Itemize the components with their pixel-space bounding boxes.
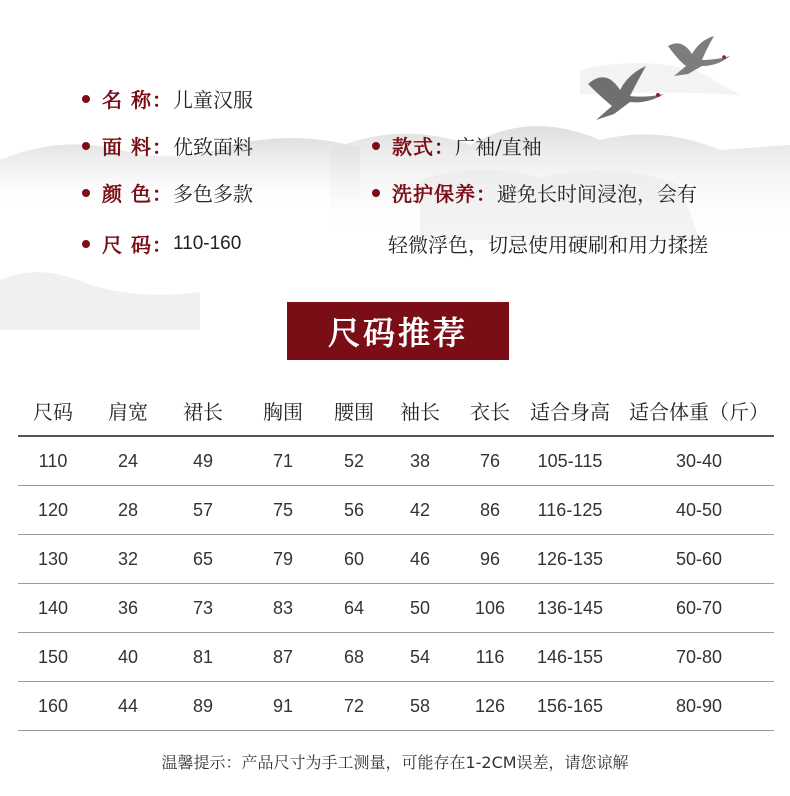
bullet-icon [372,189,380,197]
table-cell: 156-165 [536,695,604,716]
table-cell: 87 [272,646,294,667]
info-size [82,229,241,258]
footer-note: 温馨提示：产品尺寸为手工测量，可能存在1-2CM误差，请您谅解 [161,753,629,772]
table-cell: 49 [192,450,214,471]
info-value: 110-160 [172,232,242,254]
crane-icon [586,64,666,122]
table-header [18,385,774,437]
header-cell: 肩宽 [108,399,148,424]
table-cell: 120 [37,499,69,520]
info-care [372,178,697,207]
info-name [82,84,253,113]
table-cell: 64 [343,597,365,618]
size-recommend-banner: 尺码推荐 [287,302,509,360]
info-label: 颜 色： [102,182,173,206]
info-value: 儿童汉服 [172,88,253,112]
table-cell: 73 [192,597,214,618]
table-cell: 56 [343,499,365,520]
info-value: 避免长时间浸泡，会有 [497,182,697,206]
header-cell: 适合体重（斤） [629,399,769,424]
bullet-icon [82,95,90,103]
info-value: 多色多款 [172,182,253,206]
table-cell: 24 [117,450,139,471]
table-cell: 110 [38,450,68,471]
table-cell: 140 [37,597,69,618]
info-color [82,178,253,207]
table-cell: 58 [409,695,431,716]
table-cell: 60 [343,548,365,569]
table-cell: 96 [479,548,501,569]
header-cell: 衣长 [470,399,510,424]
table-cell: 91 [272,695,294,716]
header-cell: 尺码 [33,399,73,424]
table-cell: 72 [343,695,365,716]
table-cell: 60-70 [675,597,723,618]
info-fabric [82,131,253,160]
care-continuation: 轻微浮色，切忌使用硬刷和用力揉搓 [388,233,708,257]
table-cell: 71 [272,450,294,471]
table-cell: 40 [117,646,139,667]
table-body [18,437,774,731]
table-cell: 50-60 [675,548,723,569]
info-value: 优致面料 [172,135,253,159]
info-style [372,131,542,160]
info-label: 款式： [392,135,455,159]
table-row [18,584,774,633]
table-row [18,633,774,682]
table-cell: 126 [474,695,506,716]
table-cell: 42 [409,499,431,520]
table-cell: 80-90 [675,695,723,716]
size-table [18,385,774,731]
table-cell: 136-145 [536,597,604,618]
table-cell: 30-40 [675,450,723,471]
table-cell: 86 [479,499,501,520]
header-cell: 胸围 [263,399,303,424]
info-label: 面 料： [102,135,173,159]
bullet-icon [372,142,380,150]
info-label: 名 称： [102,88,173,112]
table-row [18,486,774,535]
table-cell: 105-115 [537,450,603,471]
header-cell: 适合身高 [530,399,610,424]
table-cell: 126-135 [536,548,604,569]
table-cell: 75 [272,499,294,520]
table-cell: 116 [475,646,505,667]
table-cell: 44 [117,695,139,716]
table-cell: 116-125 [537,499,603,520]
table-row [18,682,774,731]
table-cell: 28 [117,499,139,520]
table-cell: 106 [474,597,506,618]
table-cell: 81 [192,646,214,667]
table-cell: 57 [192,499,214,520]
table-cell: 68 [343,646,365,667]
table-cell: 79 [272,548,294,569]
bullet-icon [82,240,90,248]
header-cell: 袖长 [400,399,440,424]
crane-icon [666,36,732,78]
table-cell: 38 [409,450,431,471]
table-cell: 150 [37,646,69,667]
table-row [18,535,774,584]
table-cell: 76 [479,450,501,471]
table-cell: 32 [117,548,139,569]
table-cell: 160 [37,695,69,716]
table-cell: 36 [117,597,139,618]
table-cell: 70-80 [675,646,723,667]
info-label: 洗护保养： [392,182,497,206]
table-cell: 65 [192,548,214,569]
info-label: 尺 码： [102,233,173,257]
table-cell: 130 [37,548,69,569]
table-cell: 146-155 [536,646,604,667]
table-cell: 89 [192,695,214,716]
table-cell: 52 [343,450,365,471]
table-cell: 50 [409,597,431,618]
header-cell: 腰围 [334,399,374,424]
table-cell: 46 [409,548,431,569]
table-row [18,437,774,486]
table-cell: 83 [272,597,294,618]
header-cell: 裙长 [183,399,223,424]
bullet-icon [82,142,90,150]
table-cell: 54 [409,646,431,667]
info-value: 广袖/直袖 [455,135,542,159]
bullet-icon [82,189,90,197]
table-cell: 40-50 [675,499,723,520]
